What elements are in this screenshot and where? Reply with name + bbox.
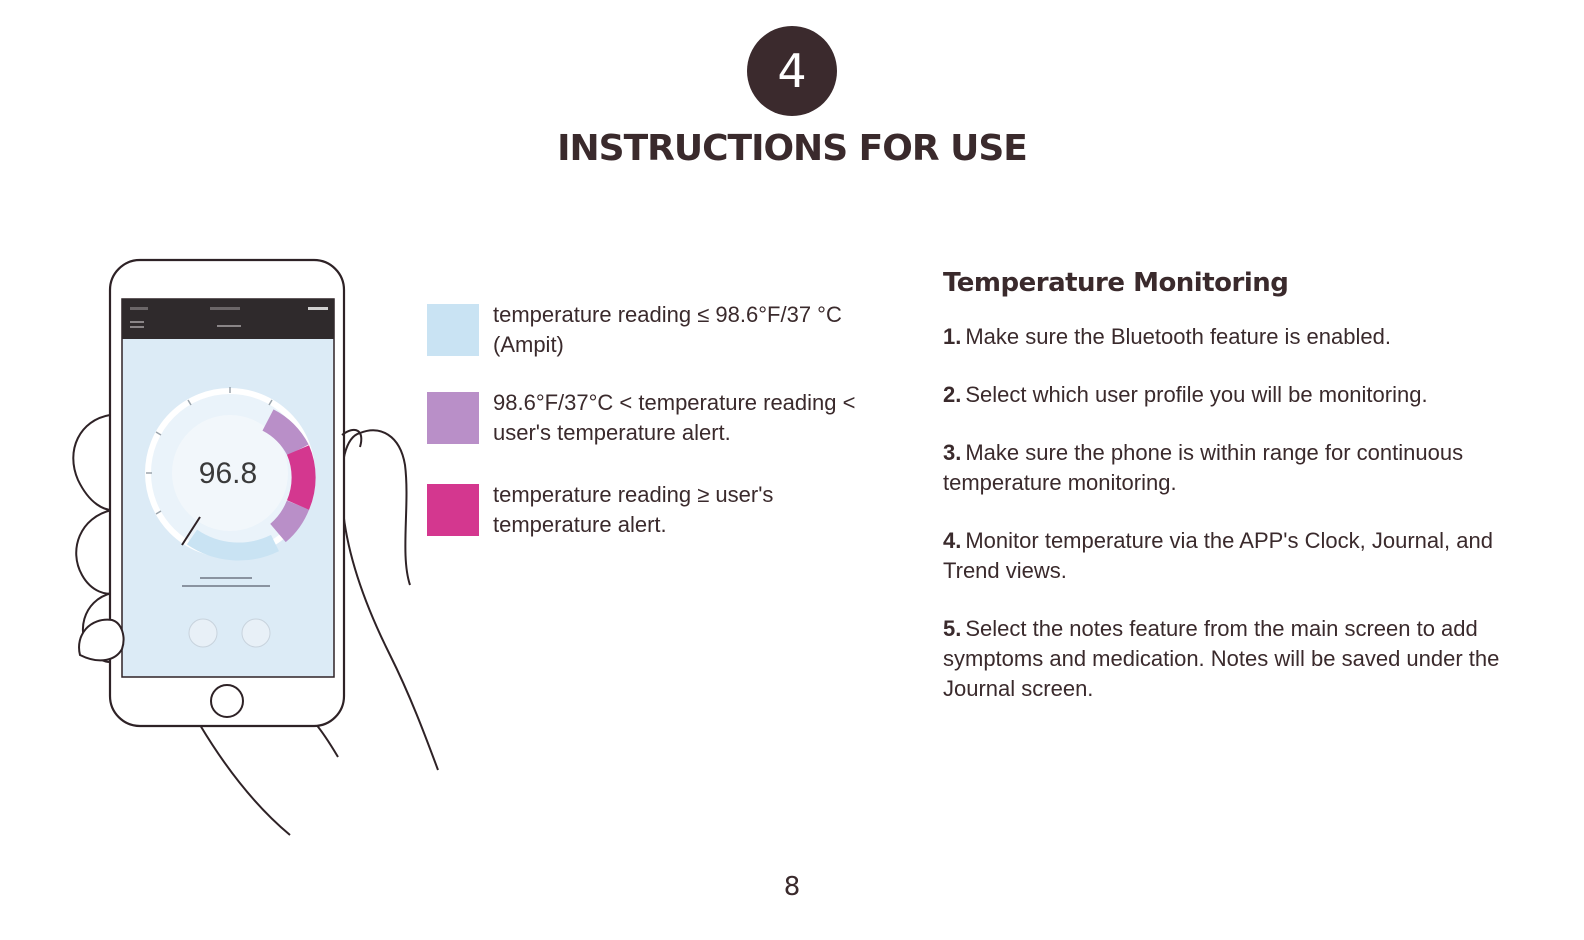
page-number: 8 (783, 872, 801, 902)
instruction-step (943, 614, 1543, 704)
legend-swatch-magenta (427, 484, 479, 536)
section-heading: Temperature Monitoring (943, 268, 1289, 298)
step-number-badge: 4 (747, 26, 837, 116)
temperature-monitoring-section (943, 268, 1543, 732)
step-number: 4. (943, 528, 962, 553)
step-text: Select which user profile you will be monitoring. (965, 382, 1428, 407)
step-number: 5. (943, 616, 962, 641)
legend-text: temperature reading ≤ 98.6°F/37 °C (Ampit) (493, 302, 842, 357)
step-text: Make sure the Bluetooth feature is enabled. (965, 324, 1391, 349)
legend-text: temperature reading ≥ user's temperature alert. (493, 482, 774, 537)
legend-swatch-purple (427, 392, 479, 444)
step-number: 3. (943, 440, 962, 465)
step-number: 1. (943, 324, 962, 349)
phone-in-hand-illustration (60, 255, 460, 845)
instruction-step (943, 322, 1543, 352)
phone-temperature-reading: 96.8 (198, 457, 258, 490)
instruction-step (943, 438, 1543, 498)
step-text: Select the notes feature from the main screen to add symptoms and medication. Notes will be saved under the Journal screen. (943, 616, 1500, 701)
instruction-step (943, 380, 1543, 410)
step-text: Make sure the phone is within range for continuous temperature monitoring. (943, 440, 1464, 495)
instruction-step (943, 526, 1543, 586)
step-text: Monitor temperature via the APP's Clock, Journal, and Trend views. (943, 528, 1493, 583)
legend-swatch-light-blue (427, 304, 479, 356)
legend-text: 98.6°F/37°C < temperature reading < user's temperature alert. (493, 390, 856, 445)
home-button-icon (211, 685, 243, 717)
page-title: INSTRUCTIONS FOR USE (557, 128, 1027, 169)
step-number: 2. (943, 382, 962, 407)
